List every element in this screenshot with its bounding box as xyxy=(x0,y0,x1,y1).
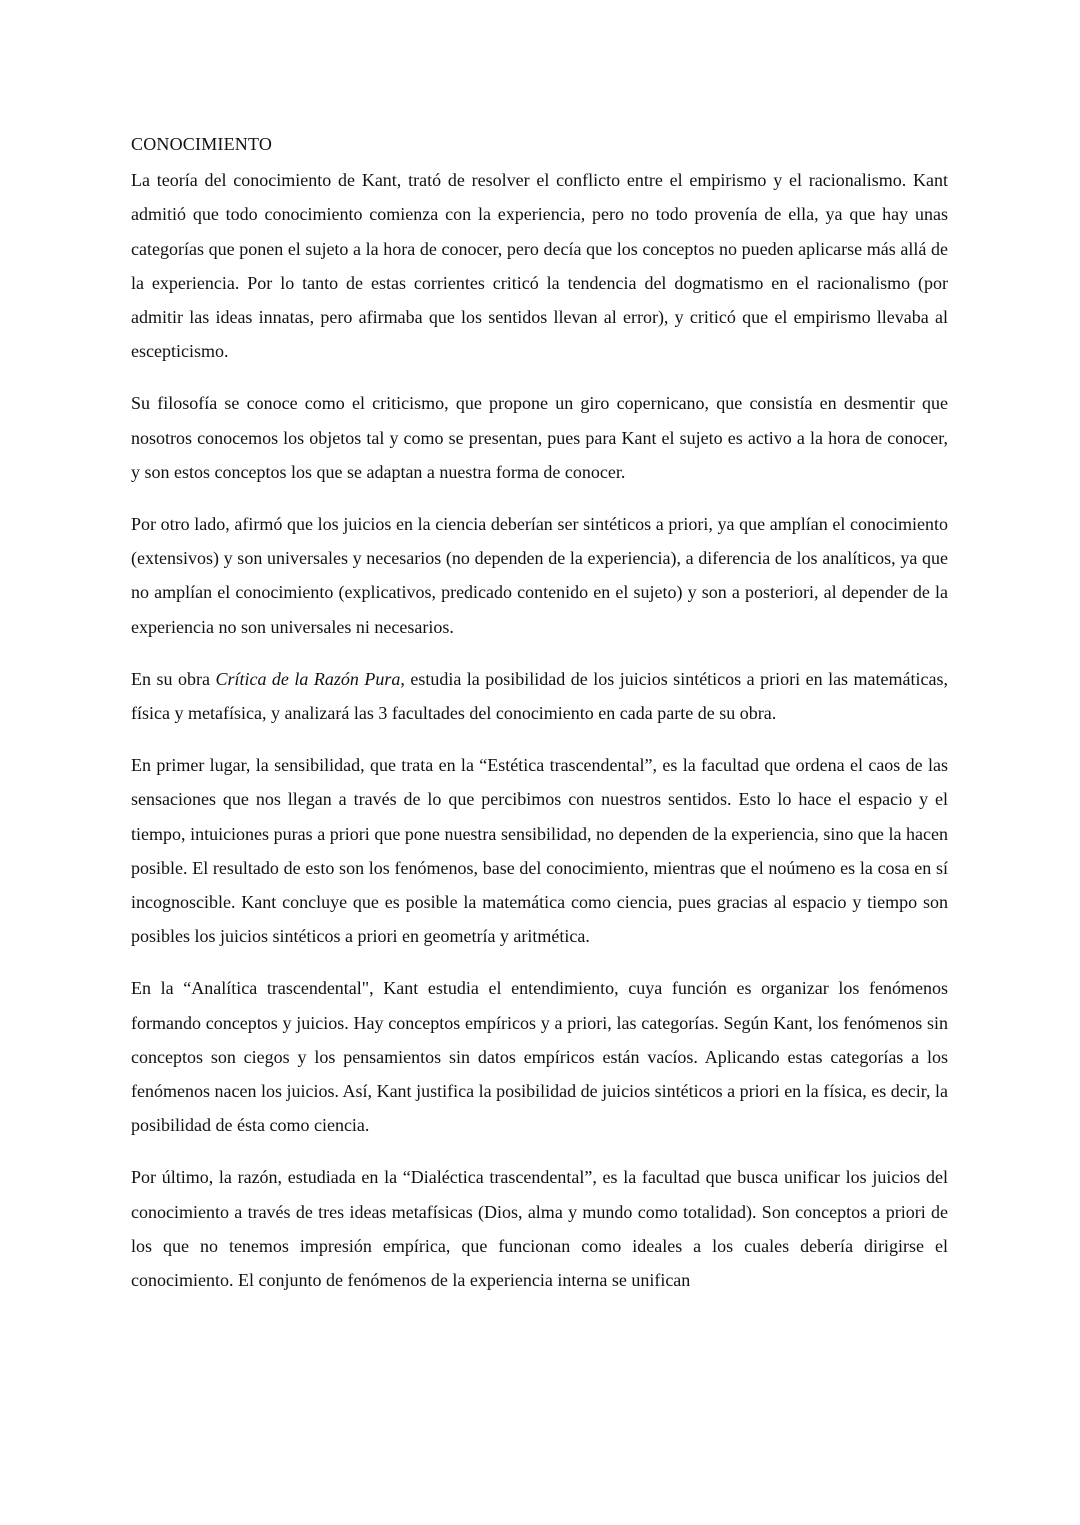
paragraph-text-before: En su obra xyxy=(131,668,216,689)
paragraph-critica-razon-pura xyxy=(131,662,948,730)
paragraph-text-after: , estudia la posibilidad de los juicios sintéticos a priori en las matemáticas, física y metafísica, y analizará las 3 facultades del conocimiento en cada parte de su obra. xyxy=(131,668,949,724)
book-title-italic: Crítica de la Razón Pura xyxy=(215,668,401,689)
document-title: CONOCIMIENTO xyxy=(131,134,273,154)
paragraph-estetica-trascendental: En primer lugar, la sensibilidad, que trata en la “Estética trascendental”, es la facultad que ordena el caos de las sensaciones que nos llegan a través de lo que percibimos con nuestros sentidos. Esto lo hace el espacio y el tiempo, intuiciones puras a priori que pone nuestra sensibilidad, no dependen de la experiencia, sino que la hacen posible. El resultado de esto son los fenómenos, base del conocimiento, mientras que el noúmeno es la cosa en sí incognoscible. Kant concluye que es posible la matemática como ciencia, pues gracias al espacio y tiempo son posibles los juicios sintéticos a priori en geometría y aritmética. xyxy=(131,755,948,947)
paragraph-dialectica-trascendental: Por último, la razón, estudiada en la “Dialéctica trascendental”, es la facultad que busca unificar los juicios del conocimiento a través de tres ideas metafísicas (Dios, alma y mundo como totalidad). Son conceptos a priori de los que no tenemos impresión empírica, que funcionan como ideales a los cuales debería dirigirse el conocimiento. El conjunto de fenómenos de la experiencia interna se unifican xyxy=(131,1167,948,1291)
paragraph-conocimiento-intro: La teoría del conocimiento de Kant, trató de resolver el conflicto entre el empirismo y el racionalismo. Kant admitió que todo conocimiento comienza con la experiencia, pero no todo provenía de ella, ya que hay unas categorías que ponen el sujeto a la hora de conocer, pero decía que los conceptos no pueden aplicarse más allá de la experiencia. Por lo tanto de estas corrientes criticó la tendencia del dogmatismo en el racionalismo (por admitir las ideas innatas, pero afirmaba que los sentidos llevan al error), y criticó que el empirismo llevaba al escepticismo. xyxy=(131,170,948,362)
paragraph-analitica-trascendental: En la “Analítica trascendental", Kant estudia el entendimiento, cuya función es organizar los fenómenos formando conceptos y juicios. Hay conceptos empíricos y a priori, las categorías. Según Kant, los fenómenos sin conceptos son ciegos y los pensamientos sin datos empíricos están vacíos. Aplicando estas categorías a los fenómenos nacen los juicios. Así, Kant justifica la posibilidad de juicios sintéticos a priori en la física, es decir, la posibilidad de ésta como ciencia. xyxy=(131,978,948,1136)
paragraph-juicios-sinteticos: Por otro lado, afirmó que los juicios en la ciencia deberían ser sintéticos a priori, ya que amplían el conocimiento (extensivos) y son universales y necesarios (no dependen de la experiencia), a diferencia de los analíticos, ya que no amplían el conocimiento (explicativos, predicado contenido en el sujeto) y son a posteriori, al depender de la experiencia no son universales ni necesarios. xyxy=(131,514,948,637)
document-page xyxy=(131,127,948,1315)
paragraph-criticismo: Su filosofía se conoce como el criticismo, que propone un giro copernicano, que consistía en desmentir que nosotros conocemos los objetos tal y como se presentan, pues para Kant el sujeto es activo a la hora de conocer, y son estos conceptos los que se adaptan a nuestra forma de conocer. xyxy=(131,393,948,482)
